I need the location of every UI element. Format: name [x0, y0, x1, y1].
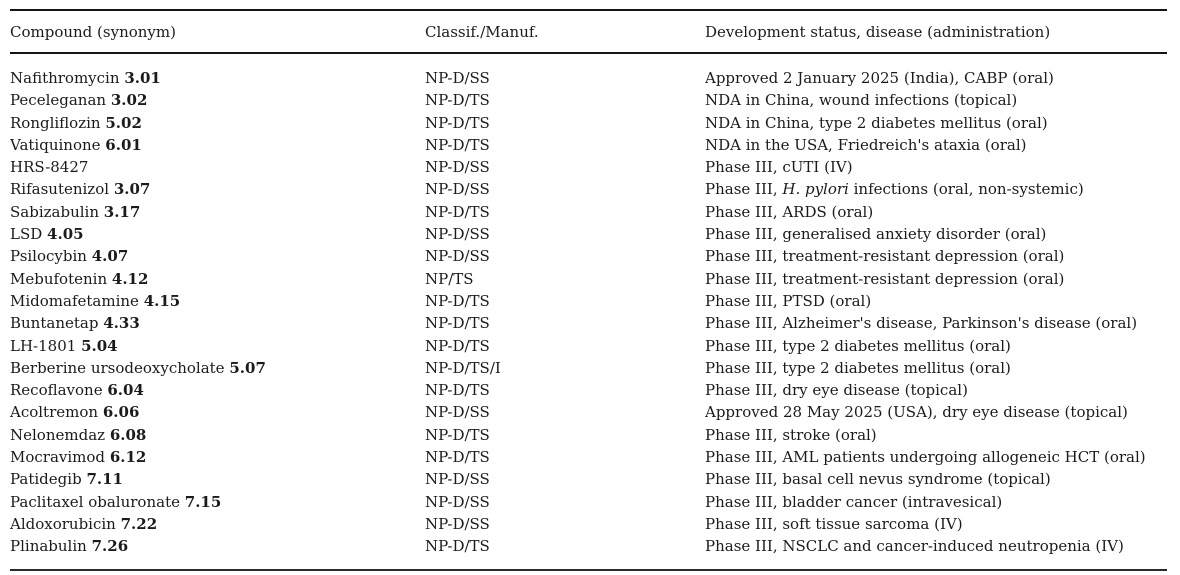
- development-status-cell: [705, 223, 1167, 245]
- development-status-cell: [705, 67, 1167, 89]
- compound-name: Aldoxorubicin: [10, 514, 116, 533]
- compound-name: Nafithromycin: [10, 69, 120, 87]
- compound-name: Plinabulin: [10, 537, 87, 556]
- compound-code: 4.33: [103, 314, 140, 333]
- compound-cell: [10, 178, 425, 200]
- compound-name: Vatiquinone: [10, 135, 101, 154]
- development-status-cell: [705, 379, 1167, 401]
- status-segment: Phase III, type 2 diabetes mellitus (oral): [705, 358, 1011, 377]
- compound-name: HRS-8427: [10, 158, 89, 177]
- development-status-cell: [705, 245, 1167, 267]
- compound-code: 7.22: [120, 514, 158, 533]
- compound-cell: [10, 491, 425, 513]
- classif-manuf-cell: NP-D/SS: [425, 514, 490, 533]
- table-row: [10, 112, 1167, 134]
- compound-cell: [10, 424, 425, 446]
- compound-development-table: [10, 0, 1167, 571]
- compound-code: 4.07: [91, 247, 129, 266]
- status-segment: Phase III, treatment-resistant depression (oral): [705, 247, 1065, 266]
- compound-cell: [10, 89, 425, 111]
- compound-cell: [10, 312, 425, 334]
- table-row: [10, 89, 1167, 111]
- status-segment: Phase III, AML patients undergoing allogeneic HCT (oral): [705, 448, 1146, 467]
- classif-manuf-cell: NP-D/SS: [425, 158, 490, 177]
- status-segment: Phase III, stroke (oral): [705, 425, 877, 444]
- status-segment: infections (oral, non-systemic): [848, 180, 1084, 199]
- status-segment: NDA in China, wound infections (topical): [705, 91, 1018, 110]
- classif-manuf-cell: NP-D/TS: [425, 91, 490, 110]
- status-segment: Phase III, dry eye disease (topical): [705, 381, 968, 400]
- compound-name: Mebufotenin: [10, 269, 108, 288]
- classif-manuf-cell: NP-D/TS: [425, 537, 490, 556]
- compound-name: Nelonemdaz: [10, 425, 106, 444]
- development-status-cell: [705, 201, 1167, 223]
- classif-manuf-cell: NP-D/TS: [425, 314, 490, 333]
- compound-cell: [10, 357, 425, 379]
- table-row: [10, 446, 1167, 468]
- compound-cell: [10, 290, 425, 312]
- compound-cell: [10, 401, 425, 423]
- status-segment: NDA in China, type 2 diabetes mellitus (oral): [705, 113, 1048, 132]
- classif-manuf-cell: NP-D/TS: [425, 202, 490, 221]
- compound-cell: [10, 335, 425, 357]
- compound-name: Psilocybin: [10, 247, 87, 266]
- compound-code: 3.07: [113, 180, 151, 199]
- development-status-cell: [705, 491, 1167, 513]
- table-row: [10, 201, 1167, 223]
- development-status-cell: [705, 468, 1167, 490]
- compound-cell: [10, 379, 425, 401]
- table-row: [10, 223, 1167, 245]
- compound-cell: [10, 446, 425, 468]
- table-row: [10, 134, 1167, 156]
- classif-manuf-cell: NP-D/TS: [425, 425, 490, 444]
- classif-manuf-cell: NP-D/TS: [425, 135, 490, 154]
- classif-manuf-cell: NP-D/SS: [425, 225, 490, 244]
- compound-name: LH-1801: [10, 336, 77, 355]
- column-header-compound: Compound (synonym): [10, 22, 176, 41]
- classif-manuf-cell: NP-D/SS: [425, 403, 490, 422]
- table-row: [10, 535, 1167, 557]
- status-segment: Phase III, PTSD (oral): [705, 291, 872, 310]
- compound-code: 3.02: [110, 91, 148, 110]
- classif-manuf-cell: NP-D/SS: [425, 69, 490, 87]
- status-segment: Phase III, type 2 diabetes mellitus (oral): [705, 336, 1011, 355]
- compound-code: 3.01: [124, 69, 161, 87]
- compound-code: 3.17: [103, 202, 141, 221]
- development-status-cell: [705, 290, 1167, 312]
- compound-cell: [10, 268, 425, 290]
- status-segment: Phase III, Alzheimer's disease, Parkinson's disease (oral): [705, 314, 1138, 333]
- compound-cell: [10, 67, 425, 89]
- compound-name: Rongliflozin: [10, 113, 101, 132]
- status-segment-italic: H. pylori: [782, 180, 849, 199]
- compound-cell: [10, 112, 425, 134]
- table-row: [10, 379, 1167, 401]
- classif-manuf-cell: NP-D/SS: [425, 247, 490, 266]
- classif-manuf-cell: NP-D/TS/I: [425, 358, 501, 377]
- classif-manuf-cell: NP-D/SS: [425, 180, 490, 199]
- column-header-development-status: Development status, disease (administration): [705, 22, 1051, 41]
- classif-manuf-cell: NP-D/SS: [425, 492, 490, 511]
- development-status-cell: [705, 513, 1167, 535]
- status-segment: NDA in the USA, Friedreich's ataxia (oral): [705, 135, 1027, 154]
- development-status-cell: [705, 89, 1167, 111]
- development-status-cell: [705, 357, 1167, 379]
- compound-name: Berberine ursodeoxycholate: [10, 358, 225, 377]
- status-segment: Phase III, treatment-resistant depression (oral): [705, 269, 1065, 288]
- compound-name: Paclitaxel obaluronate: [10, 492, 180, 511]
- compound-name: Buntanetap: [10, 314, 99, 333]
- compound-code: 6.08: [109, 425, 147, 444]
- status-segment: Approved 2 January 2025 (India), CABP (oral): [705, 69, 1054, 87]
- development-status-cell: [705, 335, 1167, 357]
- development-status-cell: [705, 401, 1167, 423]
- compound-name: LSD: [10, 225, 43, 244]
- table-row: [10, 156, 1167, 178]
- table-row: [10, 468, 1167, 490]
- table-row: [10, 312, 1167, 334]
- compound-code: 6.04: [107, 381, 144, 400]
- table-row: [10, 178, 1167, 200]
- compound-code: 5.04: [81, 336, 118, 355]
- compound-name: Rifasutenizol: [10, 180, 110, 199]
- compound-cell: [10, 134, 425, 156]
- compound-name: Recoflavone: [10, 381, 103, 400]
- column-header-classif-manuf: Classif./Manuf.: [425, 22, 539, 41]
- compound-code: 4.12: [111, 269, 149, 288]
- status-segment: Phase III, bladder cancer (intravesical): [705, 492, 1003, 511]
- compound-cell: [10, 245, 425, 267]
- compound-cell: [10, 468, 425, 490]
- compound-code: 5.07: [229, 358, 266, 377]
- development-status-cell: [705, 112, 1167, 134]
- compound-cell: [10, 201, 425, 223]
- compound-code: 4.15: [143, 291, 181, 310]
- compound-cell: [10, 223, 425, 245]
- compound-name: Mocravimod: [10, 448, 106, 467]
- compound-code: 6.06: [102, 403, 140, 422]
- status-segment: Phase III, NSCLC and cancer-induced neutropenia (IV): [705, 537, 1124, 556]
- table-header-row: [10, 11, 1167, 52]
- classif-manuf-cell: NP-D/TS: [425, 448, 490, 467]
- table-row: [10, 245, 1167, 267]
- compound-code: 5.02: [105, 113, 142, 132]
- compound-name: Patidegib: [10, 470, 82, 489]
- compound-code: 6.12: [109, 448, 147, 467]
- classif-manuf-cell: NP-D/TS: [425, 291, 490, 310]
- status-segment: Phase III, ARDS (oral): [705, 202, 874, 221]
- compound-code: 6.01: [105, 135, 142, 154]
- development-status-cell: [705, 268, 1167, 290]
- status-segment: Approved 28 May 2025 (USA), dry eye disease (topical): [705, 403, 1128, 422]
- table-row: [10, 357, 1167, 379]
- compound-cell: [10, 513, 425, 535]
- compound-cell: [10, 156, 425, 178]
- compound-code: 7.11: [86, 470, 123, 489]
- status-segment: Phase III, basal cell nevus syndrome (topical): [705, 470, 1051, 489]
- development-status-cell: [705, 312, 1167, 334]
- development-status-cell: [705, 156, 1167, 178]
- classif-manuf-cell: NP-D/TS: [425, 336, 490, 355]
- table-body: [10, 54, 1167, 569]
- classif-manuf-cell: NP-D/TS: [425, 113, 490, 132]
- compound-name: Acoltremon: [10, 403, 99, 422]
- compound-code: 7.15: [184, 492, 222, 511]
- status-segment: Phase III, cUTI (IV): [705, 158, 853, 177]
- table-row: [10, 290, 1167, 312]
- development-status-cell: [705, 178, 1167, 200]
- table-row: [10, 491, 1167, 513]
- table-bottom-rule: [10, 569, 1167, 571]
- classif-manuf-cell: NP/TS: [425, 269, 474, 288]
- table-row: [10, 335, 1167, 357]
- compound-name: Midomafetamine: [10, 291, 139, 310]
- status-segment: Phase III,: [705, 180, 783, 199]
- classif-manuf-cell: NP-D/TS: [425, 381, 490, 400]
- compound-name: Sabizabulin: [10, 202, 99, 221]
- table-row: [10, 401, 1167, 423]
- compound-name: Peceleganan: [10, 91, 107, 110]
- development-status-cell: [705, 424, 1167, 446]
- compound-cell: [10, 535, 425, 557]
- compound-code: 7.26: [91, 537, 129, 556]
- status-segment: Phase III, generalised anxiety disorder (oral): [705, 225, 1047, 244]
- classif-manuf-cell: NP-D/SS: [425, 470, 490, 489]
- development-status-cell: [705, 535, 1167, 557]
- status-segment: Phase III, soft tissue sarcoma (IV): [705, 514, 963, 533]
- table-row: [10, 513, 1167, 535]
- development-status-cell: [705, 134, 1167, 156]
- compound-code: 4.05: [47, 225, 84, 244]
- table-row: [10, 424, 1167, 446]
- development-status-cell: [705, 446, 1167, 468]
- table-row: [10, 67, 1167, 89]
- table-row: [10, 268, 1167, 290]
